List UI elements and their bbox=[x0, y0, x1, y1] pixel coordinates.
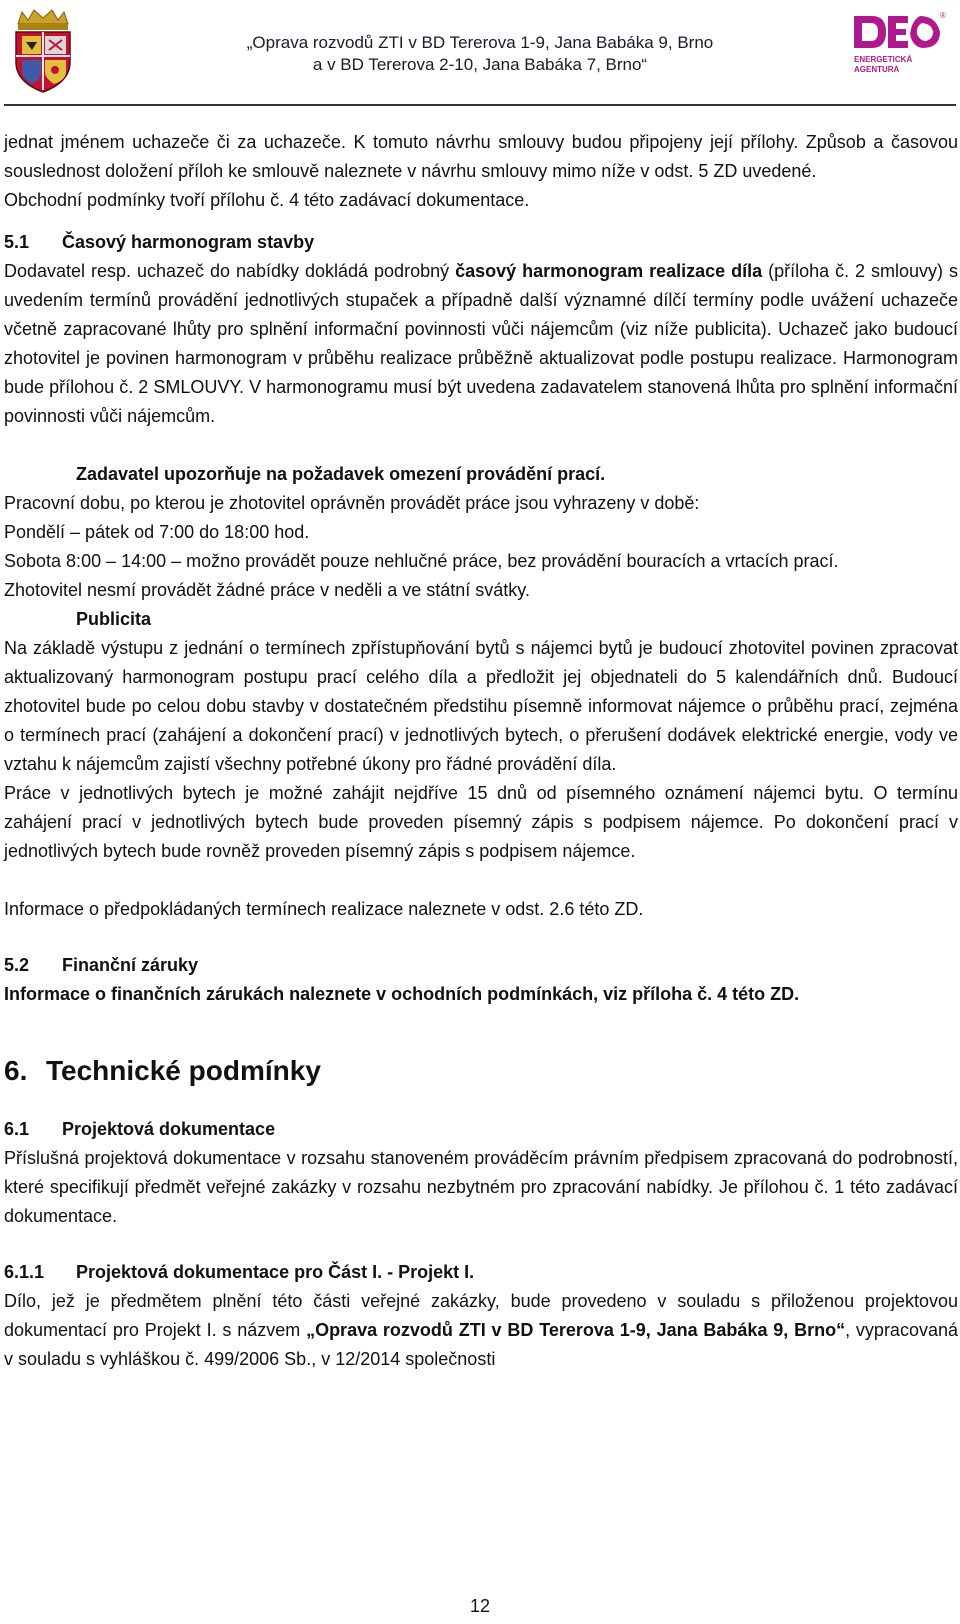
document-title-line-2: a v BD Tererova 2-10, Jana Babáka 7, Brno“ bbox=[312, 55, 648, 74]
chapter-title: Technické podmínky bbox=[46, 1055, 321, 1086]
paragraph: Informace o finančních zárukách naleznete v ochodních podmínkách, viz příloha č. 4 této ZD. bbox=[4, 984, 800, 1004]
paragraph: Informace o předpokládaných termínech realizace naleznete v odst. 2.6 této ZD. bbox=[4, 899, 644, 919]
paragraph bbox=[4, 257, 958, 431]
paragraph: Pracovní dobu, po kterou je zhotovitel oprávněn provádět práce jsou vyhrazeny v době: bbox=[4, 493, 700, 513]
section-number: 6.1.1 bbox=[4, 1262, 45, 1282]
section-title: Projektová dokumentace pro Část I. - Projekt I. bbox=[76, 1262, 475, 1282]
paragraph: Na základě výstupu z jednání o termínech zpřístupňování bytů s nájemci bytů je budoucí zhotovitel povinen zpracovat aktualizovaný harmonogram postupu prací celého díla a předložit jej objednateli do 5 kalendářních dnů. Budoucí zhotovitel bude po celou dobu stavby v dostatečném předstihu písemně informovat nájemce o průběhu prací, zejména o termínech prací (zahájení a dokončení prací) v jednotlivých bytech, o přerušení dodávek elektrické energie, vody ve vztahu k nájemcům zajistí všechny potřebné úkony pro řádné provádění díla. bbox=[4, 638, 958, 774]
chapter-heading-6 bbox=[4, 1051, 958, 1091]
document-body bbox=[4, 128, 958, 1374]
section-title: Projektová dokumentace bbox=[62, 1119, 276, 1139]
paragraph: Zhotovitel nesmí provádět žádné práce v neděli a ve státní svátky. bbox=[4, 580, 530, 600]
paragraph-emphasis: „Oprava rozvodů ZTI v BD Tererova 1-9, Jana Babáka 9, Brno“ bbox=[306, 1320, 846, 1340]
page-header bbox=[0, 0, 960, 110]
paragraph: Práce v jednotlivých bytech je možné zahájit nejdříve 15 dnů od písemného oznámení nájemci bytu. O termínu zahájení prací v jednotlivých bytech bude proveden písemný zápis s podpisem nájemce. Po dokončení prací v jednotlivých bytech bude rovněž proveden písemný zápis s podpisem nájemce. bbox=[4, 783, 958, 861]
publicita-heading: Publicita bbox=[76, 609, 152, 629]
document-title-line-1: „Oprava rozvodů ZTI v BD Tererova 1-9, Jana Babáka 9, Brno bbox=[246, 33, 714, 52]
logo-text-line-2: AGENTURA bbox=[854, 65, 900, 74]
chapter-number: 6. bbox=[4, 1055, 28, 1086]
section-heading-5-2 bbox=[4, 951, 958, 980]
header-divider bbox=[4, 104, 956, 106]
paragraph: Sobota 8:00 – 14:00 – možno provádět pouze nehlučné práce, bez provádění bouracích a vrtacích prací. bbox=[4, 551, 839, 571]
section-number: 6.1 bbox=[4, 1119, 30, 1139]
section-title: Časový harmonogram stavby bbox=[62, 232, 315, 252]
paragraph-text: (příloha č. 2 smlouvy) s uvedením termínů provádění jednotlivých stupaček a případně další významné dílčí termíny podle uvážení uchazeče včetně zapracované lhůty pro splnění informační povinnosti vůči nájemcům (viz níže publicita). Uchazeč jako budoucí zhotovitel je povinen harmonogram v průběhu realizace průběžně aktualizovat podle postupu realizace. Harmonogram bude přílohou č. 2 SMLOUVY. V harmonogramu musí být uvedena zadavatelem stanovená lhůta pro splnění informační povinnosti vůči nájemcům. bbox=[4, 261, 958, 426]
section-number: 5.1 bbox=[4, 232, 30, 252]
section-heading-6-1 bbox=[4, 1115, 958, 1144]
section-heading-5-1 bbox=[4, 228, 958, 257]
paragraph: Obchodní podmínky tvoří přílohu č. 4 této zadávací dokumentace. bbox=[4, 190, 530, 210]
section-heading-6-1-1 bbox=[4, 1258, 958, 1287]
paragraph: Pondělí – pátek od 7:00 do 18:00 hod. bbox=[4, 522, 310, 542]
logo-text-line-1: ENERGETICKÁ bbox=[854, 55, 913, 64]
section-title: Finanční záruky bbox=[62, 955, 199, 975]
registered-mark: ® bbox=[940, 11, 946, 20]
paragraph-text: Dodavatel resp. uchazeč do nabídky dokládá podrobný bbox=[4, 261, 456, 281]
warning-heading: Zadavatel upozorňuje na požadavek omezení provádění prací. bbox=[76, 464, 606, 484]
paragraph bbox=[4, 1287, 958, 1374]
paragraph-emphasis: časový harmonogram realizace díla bbox=[455, 261, 763, 281]
energeticka-agentura-logo bbox=[850, 8, 950, 78]
paragraph: jednat jménem uchazeče či za uchazeče. K tomuto návrhu smlouvy budou připojeny její přílohy. Způsob a časovou souslednost doložení příloh ke smlouvě naleznete v návrhu smlouvy mimo níže v odst. 5 ZD uvedené. bbox=[4, 132, 958, 181]
paragraph-text: , vypracovaná v souladu s vyhláškou č. 499/2006 Sb., v 12/2014 společnosti bbox=[4, 1320, 958, 1369]
section-number: 5.2 bbox=[4, 955, 30, 975]
paragraph: Příslušná projektová dokumentace v rozsahu stanoveném prováděcím právním předpisem zpracovaná do podrobností, které specifikují předmět veřejné zakázky v rozsahu nezbytném pro zpracování nabídky. Je přílohou č. 1 této zadávací dokumentace. bbox=[4, 1148, 958, 1226]
page-number: 12 bbox=[469, 1596, 491, 1616]
city-coat-of-arms-icon bbox=[8, 6, 78, 94]
document-title bbox=[160, 32, 800, 76]
paragraph-text: Dílo, jež je předmětem plnění této části veřejné zakázky, bude provedeno v souladu s přiloženou projektovou dokumentací pro Projekt I. s názvem bbox=[4, 1291, 958, 1340]
